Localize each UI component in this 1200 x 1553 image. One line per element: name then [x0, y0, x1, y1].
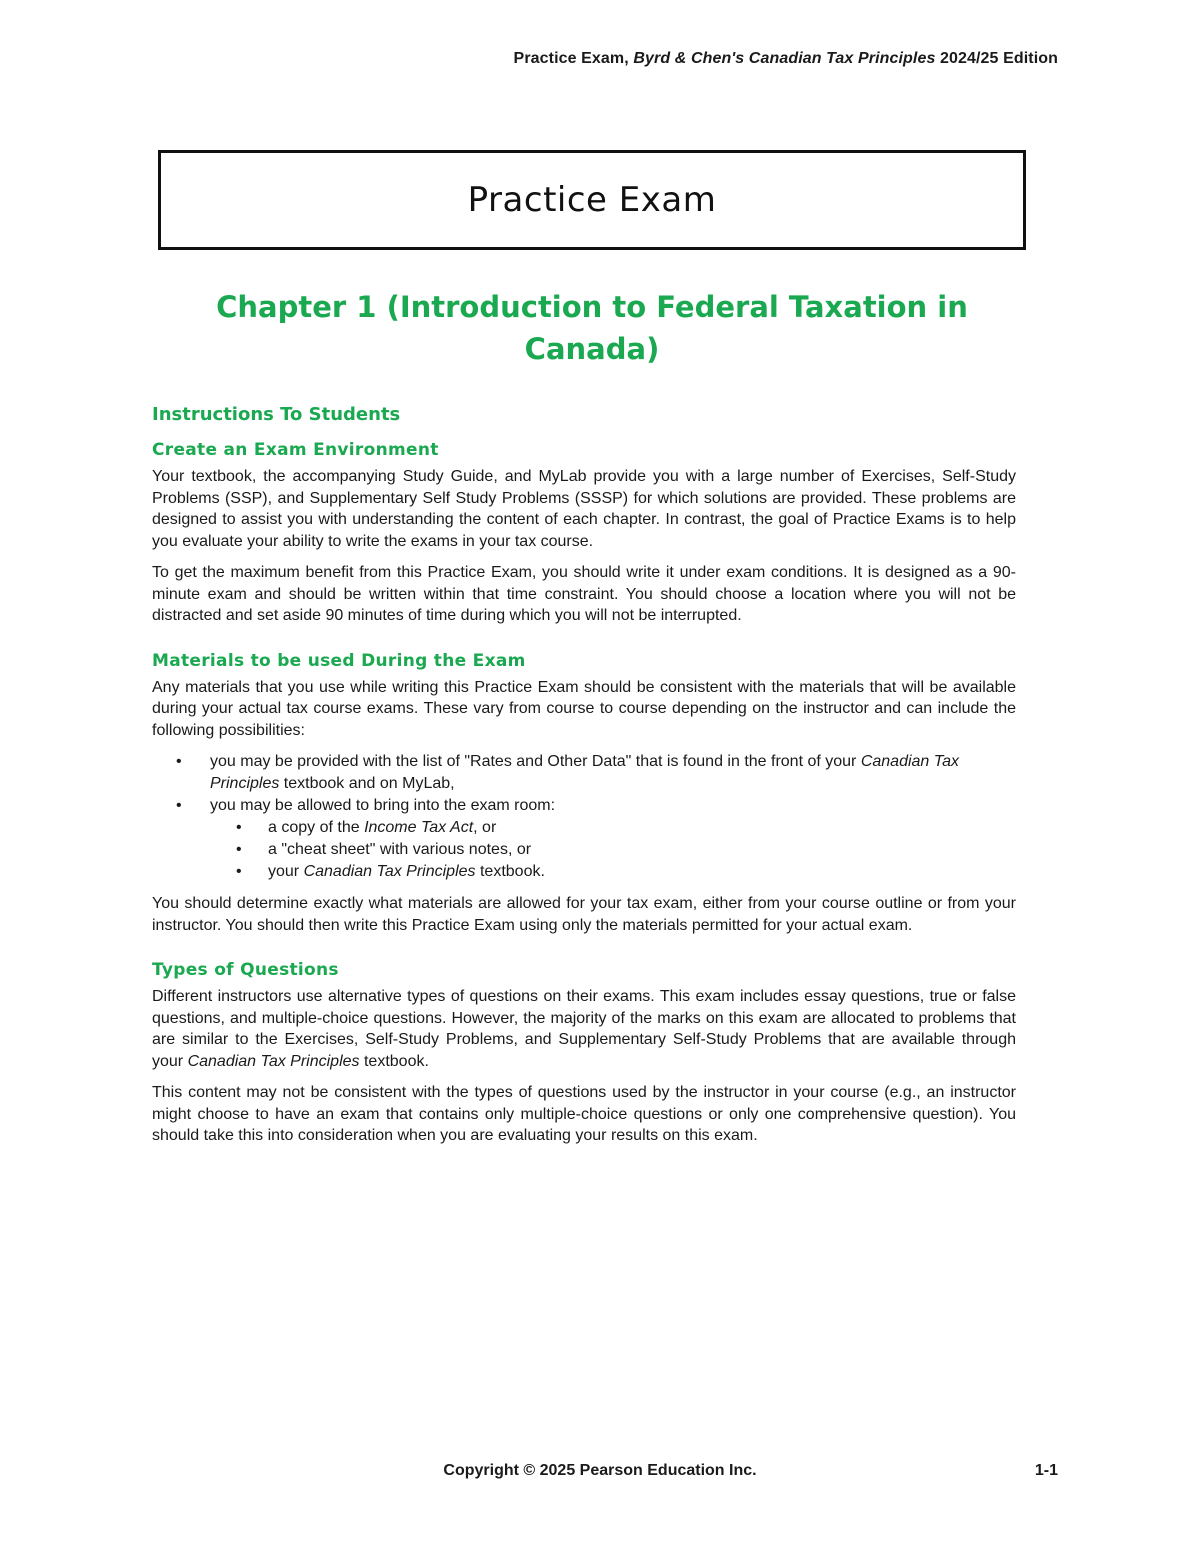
bullet-icon: •	[236, 841, 242, 858]
bullet-icon: •	[176, 797, 182, 814]
header-prefix: Practice Exam,	[513, 50, 634, 67]
materials-paragraph-2: You should determine exactly what materials are allowed for your tax exam, either from your course outline or from your instructor. You should then write this Practice Exam using only the materials permitted for your actual exam.	[152, 895, 1016, 934]
list-item	[152, 751, 1016, 795]
paragraph-text: textbook.	[359, 1052, 429, 1070]
chapter-title: Chapter 1 (Introduction to Federal Taxation in Canada)	[216, 290, 968, 366]
title-box	[158, 150, 1026, 250]
environment-paragraph-1: Your textbook, the accompanying Study Guide, and MyLab provide you with a large number of Exercises, Self-Study Problems (SSP), and Supplementary Self Study Problems (SSSP) for which solutions are provided. These problems are designed to assist you with understanding the content of each chapter. In contrast, the goal of Practice Exams is to help you evaluate your ability to write the exams in your tax course.	[152, 468, 1016, 550]
bullet-icon: •	[176, 753, 182, 770]
footer-copyright: Copyright © 2025 Pearson Education Inc.	[443, 1462, 757, 1479]
list-item	[152, 795, 1016, 883]
types-paragraph-1	[152, 986, 1016, 1072]
main-content	[152, 402, 1016, 1157]
instructions-heading: Instructions To Students	[152, 404, 401, 425]
list-item-text: a copy of the	[268, 819, 365, 836]
page-number: 1-1	[1034, 1462, 1058, 1479]
section-heading-materials: Materials to be used During the Exam	[152, 650, 526, 671]
sub-list	[210, 817, 1016, 883]
list-item-italic: Canadian Tax Principles	[210, 753, 959, 792]
list-item-text: , or	[473, 819, 497, 836]
paragraph-text: Different instructors use alternative types of questions on their exams. This exam includes essay questions, true or false questions, and multiple-choice questions. However, the majority of the marks on this exam are allocated to problems that are similar to the Exercises, Self-Study Problems, and Supplementary Self-Study Problems that are available through your	[152, 988, 1016, 1070]
materials-paragraph-1: Any materials that you use while writing this Practice Exam should be consistent with the materials that will be available during your actual tax course exams. These vary from course to course depending on the instructor and can include the following possibilities:	[152, 678, 1016, 739]
page-title: Practice Exam	[467, 180, 717, 220]
list-item-text: you may be allowed to bring into the exam room:	[210, 797, 556, 814]
header-book-title: Byrd & Chen's Canadian Tax Principles	[633, 50, 936, 67]
bullet-icon: •	[236, 819, 242, 836]
list-item-text: your	[268, 863, 304, 880]
header-edition: 2024/25 Edition	[935, 50, 1058, 67]
section-heading-environment: Create an Exam Environment	[152, 440, 439, 460]
list-item-text: you may be provided with the list of "Rates and Other Data" that is found in the front of your	[210, 753, 861, 770]
list-item-text: textbook and on MyLab,	[279, 775, 455, 792]
section-heading-types: Types of Questions	[152, 960, 339, 980]
running-header	[514, 50, 1058, 68]
list-item-text: textbook.	[475, 863, 545, 880]
list-item-italic: Income Tax Act	[364, 819, 474, 836]
sub-list-item	[210, 839, 1016, 861]
paragraph-italic: Canadian Tax Principles	[187, 1052, 360, 1070]
environment-paragraph-2: To get the maximum benefit from this Practice Exam, you should write it under exam conditions. It is designed as a 90-minute exam and should be written within that time constraint. You should choose a location where you will not be distracted and set aside 90 minutes of time during which you will not be interrupted.	[152, 564, 1016, 624]
list-item-text: a "cheat sheet" with various notes, or	[268, 841, 532, 858]
materials-list	[152, 751, 1016, 883]
sub-list-item	[210, 861, 1016, 883]
bullet-icon: •	[236, 863, 242, 880]
list-item-italic: Canadian Tax Principles	[303, 863, 476, 880]
sub-list-item	[210, 817, 1016, 839]
types-paragraph-2: This content may not be consistent with the types of questions used by the instructor in your course (e.g., an instructor might choose to have an exam that contains only multiple-choice questions or only one comprehensive question). You should take this into consideration when you are evaluating your results on this exam.	[152, 1084, 1016, 1144]
